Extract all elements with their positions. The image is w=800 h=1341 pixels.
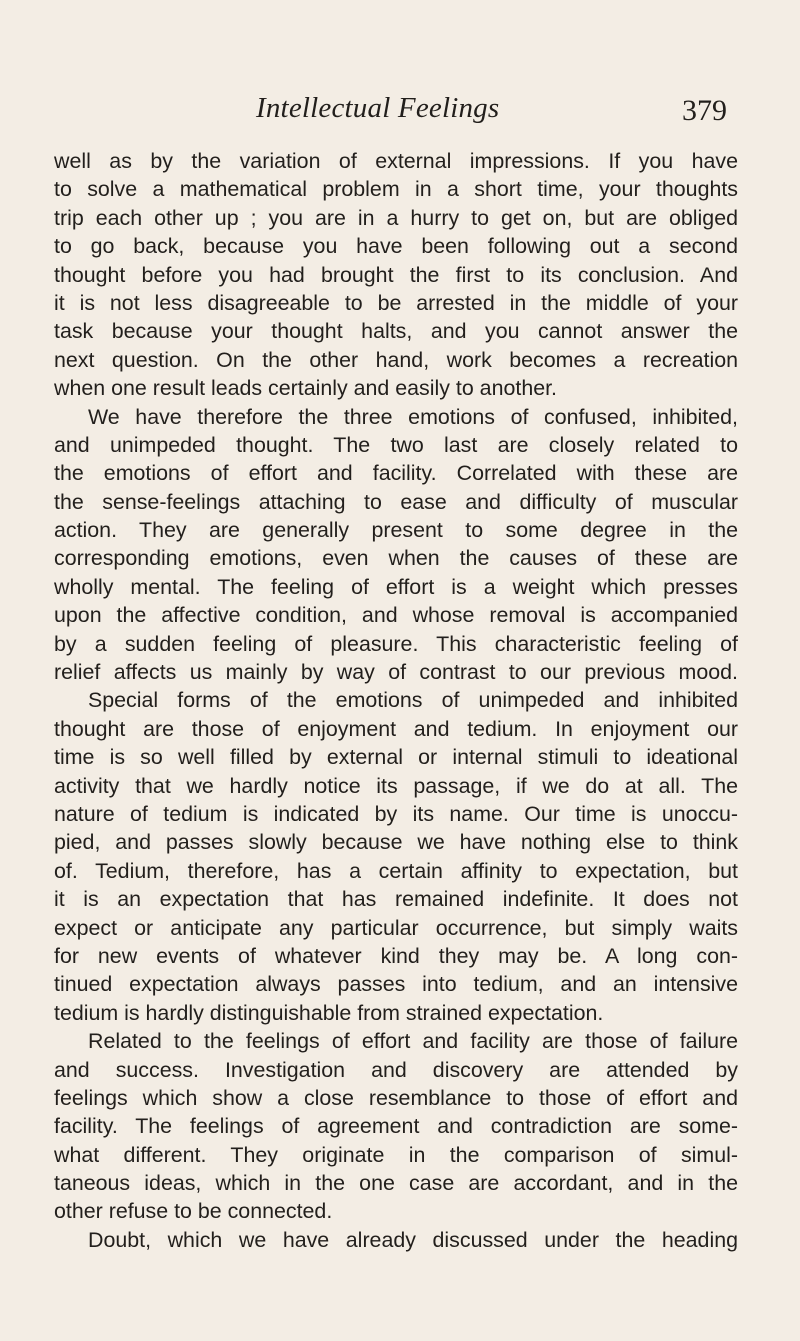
text-line: by a sudden feeling of pleasure. This characteristic feeling of xyxy=(54,631,738,656)
text-line: what different. They originate in the comparison of simul- xyxy=(54,1142,738,1167)
text-line: of. Tedium, therefore, has a certain affinity to expectation, but xyxy=(54,858,738,883)
text-line: other refuse to be connected. xyxy=(54,1199,333,1224)
text-line: tinued expectation always passes into tedium, and an intensive xyxy=(54,972,738,997)
text-line: activity that we hardly notice its passage, if we do at all. The xyxy=(54,773,738,798)
running-title: Intellectual Feelings xyxy=(256,92,500,124)
text-line: Doubt, which we have already discussed under the heading xyxy=(88,1227,738,1252)
text-line: well as by the variation of external impressions. If you have xyxy=(54,149,738,173)
text-line: wholly mental. The feeling of effort is a weight which presses xyxy=(54,574,738,599)
text-line: facility. The feelings of agreement and contradiction are some- xyxy=(54,1114,738,1139)
text-line: nature of tedium is indicated by its name. Our time is unoccu- xyxy=(54,801,738,826)
text-line: Special forms of the emotions of unimpeded and inhibited xyxy=(88,688,738,713)
text-line: thought before you had brought the first to its conclusion. And xyxy=(54,262,738,287)
running-head xyxy=(0,92,800,132)
text-line: for new events of whatever kind they may be. A long con- xyxy=(54,943,738,968)
text-line: trip each other up ; you are in a hurry to get on, but are obliged xyxy=(54,205,738,230)
text-line: it is not less disagreeable to be arrested in the middle of your xyxy=(54,290,738,315)
text-line: taneous ideas, which in the one case are accordant, and in the xyxy=(54,1171,738,1196)
text-line: Related to the feelings of effort and facility are those of failure xyxy=(88,1029,738,1054)
text-line: expect or anticipate any particular occurrence, but simply waits xyxy=(54,915,738,940)
page-number: 379 xyxy=(682,94,727,127)
text-line: thought are those of enjoyment and tedium. In enjoyment our xyxy=(54,716,738,741)
text-line: the sense-feelings attaching to ease and difficulty of muscular xyxy=(54,489,738,514)
text-line: pied, and passes slowly because we have nothing else to think xyxy=(54,830,738,855)
body-text xyxy=(54,147,738,1254)
text-line: task because your thought halts, and you cannot answer the xyxy=(54,319,738,344)
text-line: action. They are generally present to some degree in the xyxy=(54,518,738,543)
text-line: to solve a mathematical problem in a short time, your thoughts xyxy=(54,177,738,202)
text-line: and success. Investigation and discovery are attended by xyxy=(54,1057,738,1082)
text-line: the emotions of effort and facility. Correlated with these are xyxy=(54,461,738,486)
text-line: when one result leads certainly and easily to another. xyxy=(54,376,557,401)
text-line: tedium is hardly distinguishable from strained expectation. xyxy=(54,1000,604,1025)
text-line: upon the affective condition, and whose removal is accompanied xyxy=(54,603,738,628)
text-line: to go back, because you have been following out a second xyxy=(54,234,738,259)
text-line: next question. On the other hand, work becomes a recreation xyxy=(54,347,738,372)
text-line: feelings which show a close resemblance to those of effort and xyxy=(54,1085,738,1110)
text-line: and unimpeded thought. The two last are closely related to xyxy=(54,432,738,457)
text-line: corresponding emotions, even when the causes of these are xyxy=(54,546,738,571)
text-line: relief affects us mainly by way of contrast to our previous mood. xyxy=(54,660,738,685)
text-line: it is an expectation that has remained indefinite. It does not xyxy=(54,887,738,912)
text-line: We have therefore the three emotions of confused, inhibited, xyxy=(88,404,738,429)
text-line: time is so well filled by external or internal stimuli to ideational xyxy=(54,745,738,770)
